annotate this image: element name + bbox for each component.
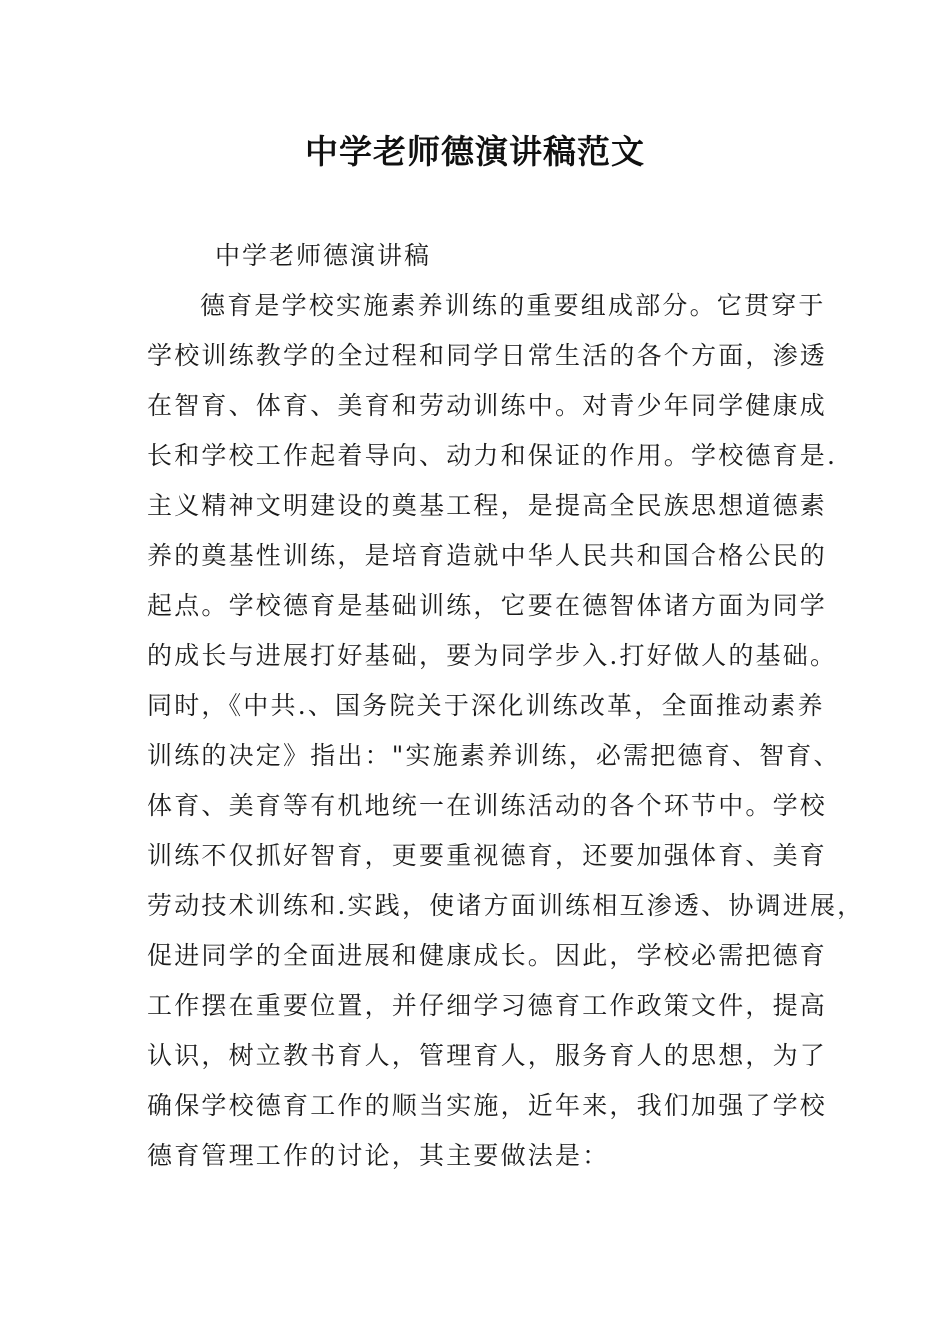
body-line: 认识，树立教书育人，管理育人，服务育人的思想，为了: [147, 1041, 828, 1070]
body-line: 主义精神文明建设的奠基工程，是提高全民族思想道德素: [147, 491, 828, 520]
body-line: 学校训练教学的全过程和同学日常生活的各个方面，渗透: [147, 341, 828, 370]
body-text: [147, 288, 865, 1188]
document-subtitle: 中学老师德演讲稿: [215, 241, 432, 270]
body-line: 起点。学校德育是基础训练，它要在德智体诸方面为同学: [147, 591, 828, 620]
body-line: 工作摆在重要位置，并仔细学习德育工作政策文件，提高: [147, 991, 828, 1020]
body-line: 同时，《中共.、国务院关于深化训练改革，全面推动素养: [147, 691, 825, 720]
body-line: 的成长与进展打好基础，要为同学步入.打好做人的基础。: [147, 641, 838, 670]
body-line: 体育、美育等有机地统一在训练活动的各个环节中。学校: [147, 791, 828, 820]
body-line: 德育管理工作的讨论，其主要做法是：: [147, 1141, 610, 1170]
body-line: 长和学校工作起着导向、动力和保证的作用。学校德育是.: [147, 441, 838, 470]
body-line: 养的奠基性训练，是培育造就中华人民共和国合格公民的: [147, 541, 828, 570]
body-line: 在智育、体育、美育和劳动训练中。对青少年同学健康成: [147, 391, 828, 420]
body-line: 确保学校德育工作的顺当实施，近年来，我们加强了学校: [147, 1091, 828, 1120]
body-line: 德育是学校实施素养训练的重要组成部分。它贯穿于: [200, 291, 826, 320]
body-line: 促进同学的全面进展和健康成长。因此，学校必需把德育: [147, 941, 828, 970]
body-line: 劳动技术训练和.实践，使诸方面训练相互渗透、协调进展，: [147, 891, 865, 920]
body-line: 训练不仅抓好智育，更要重视德育，还要加强体育、美育: [147, 841, 828, 870]
document-title: 中学老师德演讲稿范文: [305, 132, 645, 171]
body-line: 训练的决定》指出："实施素养训练，必需把德育、智育、: [147, 741, 841, 770]
